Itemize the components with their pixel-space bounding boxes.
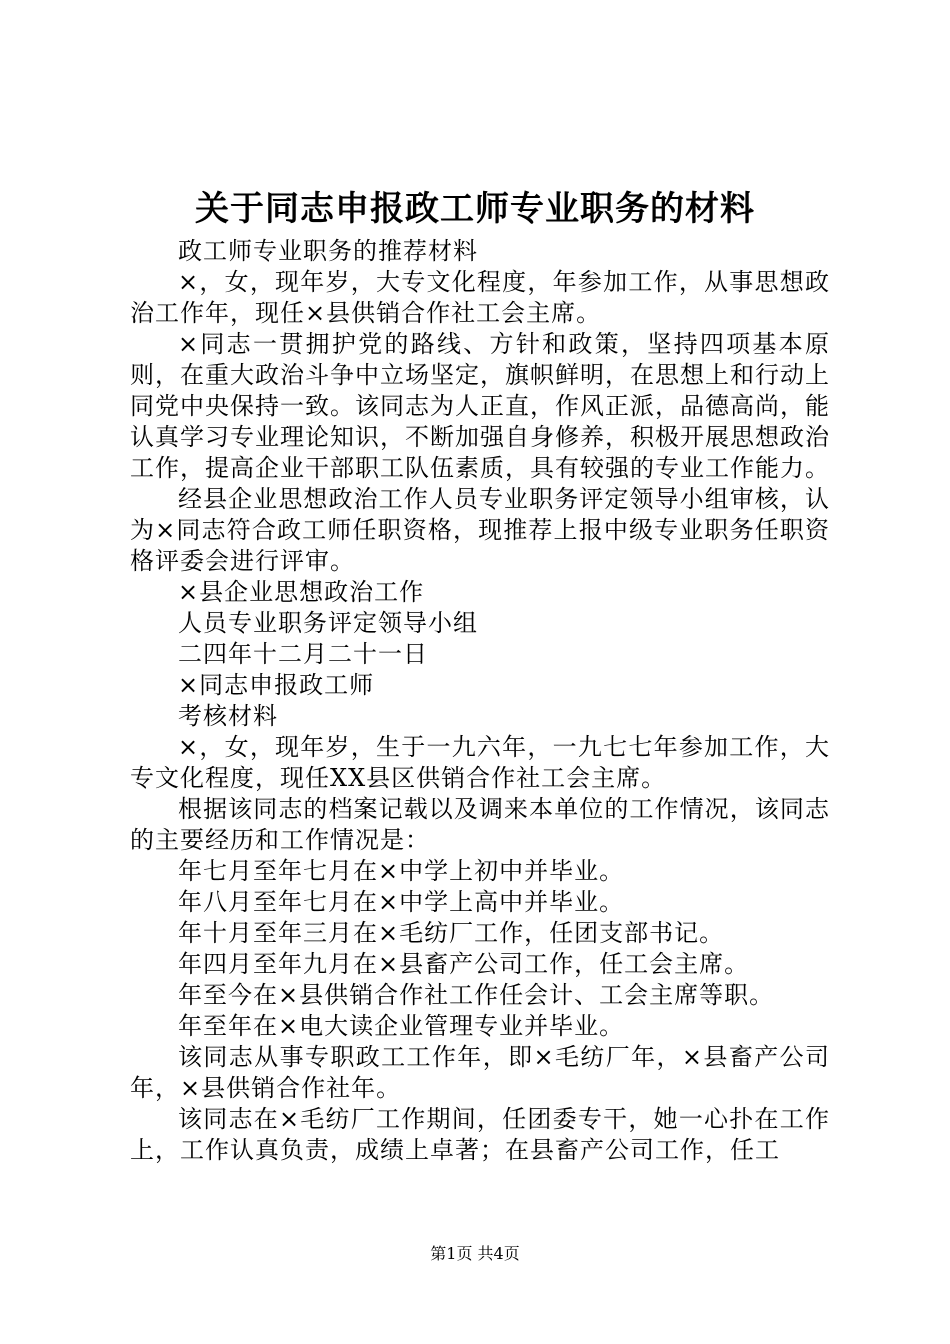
paragraph: 年八月至年七月在×中学上高中并毕业。 [178, 888, 625, 916]
paragraph: 二四年十二月二十一日 [178, 640, 428, 668]
paragraph: ×同志一贯拥护党的路线、方针和政策，坚持四项基本原则，在重大政治斗争中立场坚定，旗帜鲜明，在思想上和行动上同党中央保持一致。该同志为人正直，作风正派，品德高尚，能认真学习专业理论知识，不断加强自身修养，积极开展思想政治工作，提高企业干部职工队伍素质，具有较强的专业工作能力。 [130, 330, 830, 482]
paragraph: 政工师专业职务的推荐材料 [178, 237, 478, 265]
paragraph: 考核材料 [178, 702, 278, 730]
paragraph: 年至年在×电大读企业管理专业并毕业。 [178, 1012, 625, 1040]
paragraph: 经县企业思想政治工作人员专业职务评定领导小组审核，认为×同志符合政工师任职资格，现推荐上报中级专业职务任职资格评委会进行评审。 [130, 485, 830, 575]
paragraph: 该同志在×毛纺厂工作期间，任团委专干，她一心扑在工作上，工作认真负责，成绩上卓著；在县畜产公司工作，任工 [130, 1105, 830, 1164]
paragraph: 根据该同志的档案记载以及调来本单位的工作情况，该同志的主要经历和工作情况是： [130, 795, 830, 854]
paragraph: ×同志申报政工师 [178, 671, 375, 699]
page-number-footer: 第1页 共4页 [430, 1244, 520, 1263]
paragraph: ×县企业思想政治工作 [178, 578, 425, 606]
paragraph: ×，女，现年岁，大专文化程度，年参加工作，从事思想政治工作年，现任×县供销合作社工会主席。 [130, 268, 830, 327]
paragraph: ×，女，现年岁，生于一九六年，一九七七年参加工作，大专文化程度，现任XX县区供销合作社工会主席。 [130, 733, 830, 792]
paragraph: 该同志从事专职政工工作年，即×毛纺厂年，×县畜产公司年，×县供销合作社年。 [130, 1043, 830, 1102]
paragraph: 年四月至年九月在×县畜产公司工作，任工会主席。 [178, 950, 750, 978]
document-title: 关于同志申报政工师专业职务的材料 [195, 189, 755, 229]
paragraph: 年十月至年三月在×毛纺厂工作，任团支部书记。 [178, 919, 725, 947]
paragraph: 年至今在×县供销合作社工作任会计、工会主席等职。 [178, 981, 775, 1009]
document-body [130, 236, 830, 1166]
paragraph: 年七月至年七月在×中学上初中并毕业。 [178, 857, 625, 885]
paragraph: 人员专业职务评定领导小组 [178, 609, 478, 637]
